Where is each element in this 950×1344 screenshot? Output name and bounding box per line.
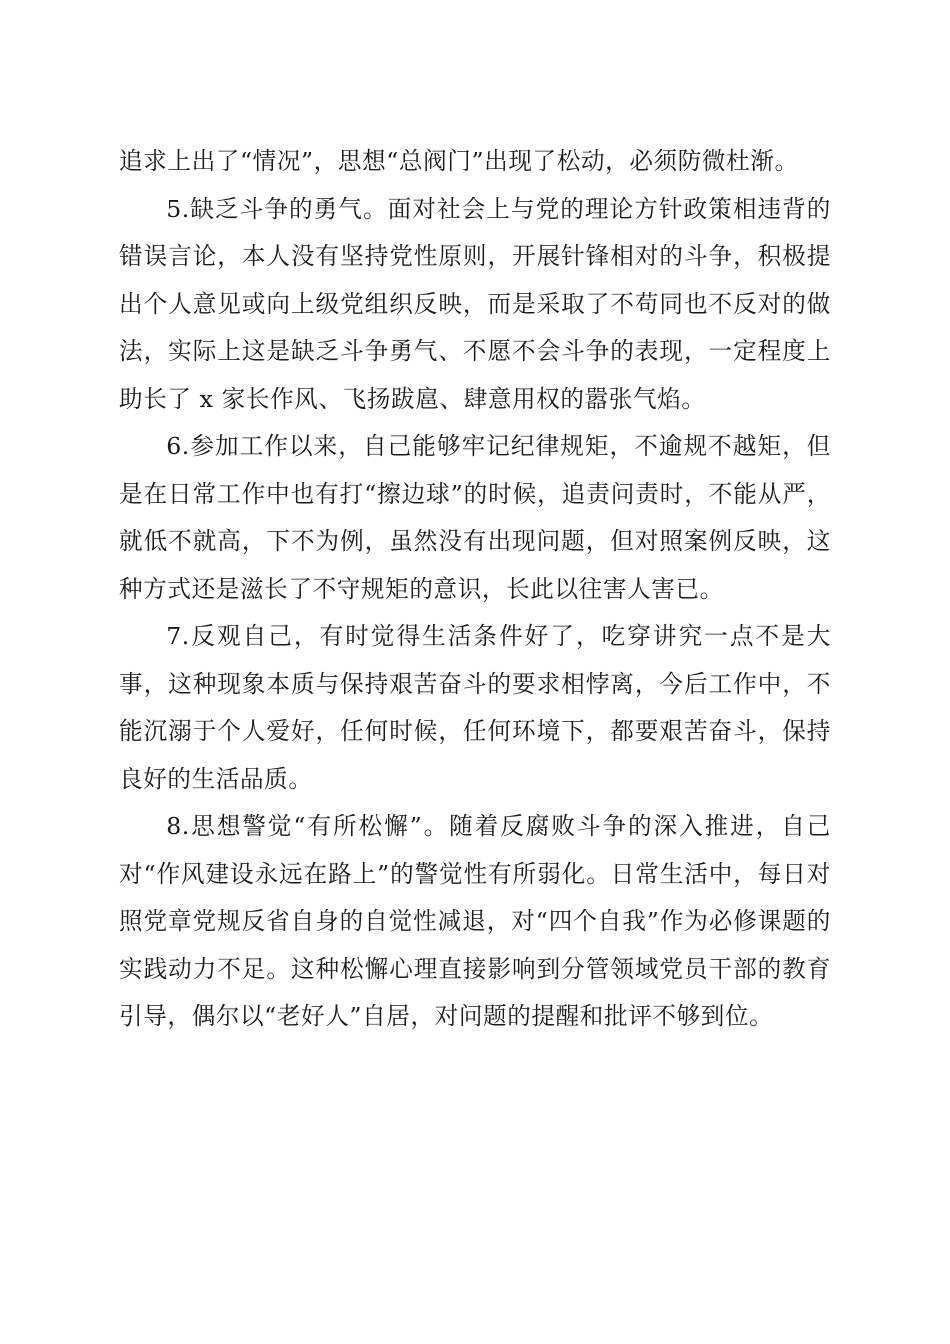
paragraph-item-5: 5.缺乏斗争的勇气。面对社会上与党的理论方针政策相违背的错误言论，本人没有坚持党性原则，开展针锋相对的斗争，积极提出个人意见或向上级党组织反映，而是采取了不苟同也不反对的做法，实际上这是缺乏斗争勇气、不愿不会斗争的表现，一定程度上助长了 x 家长作风、飞扬跋扈、肆意用权的嚣张气焰。 <box>119 194 831 413</box>
paragraph-item-6: 6.参加工作以来，自己能够牢记纪律规矩，不逾规不越矩，但是在日常工作中也有打“擦边球”的时候，追责问责时，不能从严，就低不就高，下不为例，虽然没有出现问题，但对照案例反映，这种方式还是滋长了不守规矩的意识，长此以往害人害已。 <box>119 432 831 603</box>
paragraph-item-7: 7.反观自己，有时觉得生活条件好了，吃穿讲究一点不是大事，这种现象本质与保持艰苦奋斗的要求相悖离，今后工作中，不能沉溺于个人爱好，任何时候，任何环境下，都要艰苦奋斗，保持良好的生活品质。 <box>119 622 831 793</box>
document-body <box>119 138 831 1041</box>
paragraph-continuation: 追求上出了“情况”，思想“总阀门”出现了松动，必须防微杜渐。 <box>119 147 799 175</box>
paragraph-item-8: 8.思想警觉“有所松懈”。随着反腐败斗争的深入推进，自己对“作风建设永远在路上”的警觉性有所弱化。日常生活中，每日对照党章党规反省自身的自觉性减退，对“四个自我”作为必修课题的实践动力不足。这种松懈心理直接影响到分管领域党员干部的教育引导，偶尔以“老好人”自居，对问题的提醒和批评不够到位。 <box>119 812 831 1030</box>
